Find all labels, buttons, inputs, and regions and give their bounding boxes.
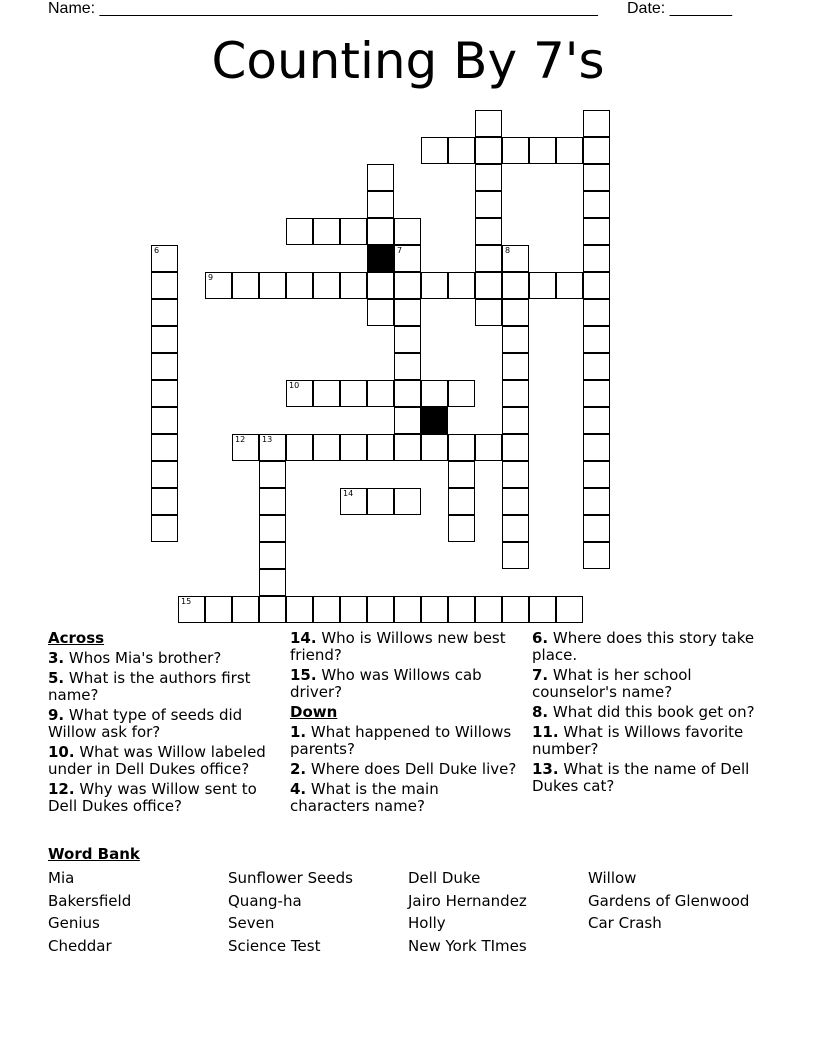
black-square xyxy=(421,407,448,434)
crossword-cell[interactable] xyxy=(340,488,367,515)
crossword-cell[interactable] xyxy=(286,218,313,245)
crossword-cell[interactable] xyxy=(286,596,313,623)
crossword-cell[interactable] xyxy=(448,434,475,461)
crossword-cell[interactable] xyxy=(502,353,529,380)
down-clue-11: 11. What is Willows favorite number? xyxy=(532,723,744,758)
crossword-cell[interactable] xyxy=(259,596,286,623)
crossword-cell[interactable] xyxy=(502,272,529,299)
crossword-cell[interactable] xyxy=(151,326,178,353)
crossword-cell[interactable] xyxy=(313,596,340,623)
word-bank-item: Mia xyxy=(48,869,75,887)
crossword-cell[interactable] xyxy=(394,596,421,623)
crossword-cell[interactable] xyxy=(583,326,610,353)
crossword-cell[interactable] xyxy=(475,218,502,245)
crossword-cell[interactable] xyxy=(151,299,178,326)
crossword-cell[interactable] xyxy=(502,380,529,407)
word-bank-item: Car Crash xyxy=(588,914,662,932)
crossword-cell[interactable] xyxy=(340,596,367,623)
word-bank-item: Gardens of Glenwood xyxy=(588,892,750,910)
crossword-cell[interactable] xyxy=(502,461,529,488)
crossword-cell[interactable] xyxy=(583,218,610,245)
clue-number: 7 xyxy=(397,246,403,255)
crossword-cell[interactable] xyxy=(502,407,529,434)
word-bank-item: Holly xyxy=(408,914,446,932)
crossword-cell[interactable] xyxy=(232,434,259,461)
across-clue-10: 10. What was Willow labeled under in Dell Dukes office? xyxy=(48,743,266,778)
crossword-cell[interactable] xyxy=(556,596,583,623)
crossword-cell[interactable] xyxy=(502,245,529,272)
crossword-cell[interactable] xyxy=(502,542,529,569)
down-clue-4: 4. What is the main characters name? xyxy=(290,780,439,815)
clue-number: 14 xyxy=(343,489,354,498)
crossword-cell[interactable] xyxy=(259,461,286,488)
crossword-cell[interactable] xyxy=(367,380,394,407)
crossword-cell[interactable] xyxy=(286,380,313,407)
crossword-cell[interactable] xyxy=(583,110,610,137)
crossword-cell[interactable] xyxy=(583,245,610,272)
word-bank-item: Quang-ha xyxy=(228,892,302,910)
word-bank-item: Science Test xyxy=(228,937,321,955)
word-bank-item: Cheddar xyxy=(48,937,112,955)
clue-number: 12 xyxy=(235,435,246,444)
crossword-cell[interactable] xyxy=(502,137,529,164)
down-heading: Down xyxy=(290,703,338,721)
crossword-cell[interactable] xyxy=(367,218,394,245)
down-clue-2: 2. Where does Dell Duke live? xyxy=(290,760,517,778)
crossword-cell[interactable] xyxy=(475,110,502,137)
crossword-cell[interactable] xyxy=(367,299,394,326)
page-title: Counting By 7's xyxy=(211,32,605,90)
crossword-cell[interactable] xyxy=(259,488,286,515)
crossword-cell[interactable] xyxy=(448,137,475,164)
crossword-cell[interactable] xyxy=(529,596,556,623)
crossword-cell[interactable] xyxy=(340,272,367,299)
crossword-cell[interactable] xyxy=(259,515,286,542)
crossword-cell[interactable] xyxy=(583,191,610,218)
black-square xyxy=(367,245,394,272)
crossword-cell[interactable] xyxy=(448,461,475,488)
crossword-cell[interactable] xyxy=(421,272,448,299)
crossword-cell[interactable] xyxy=(583,137,610,164)
crossword-cell[interactable] xyxy=(448,380,475,407)
crossword-cell[interactable] xyxy=(475,272,502,299)
crossword-cell[interactable] xyxy=(448,515,475,542)
crossword-cell[interactable] xyxy=(151,245,178,272)
crossword-cell[interactable] xyxy=(286,272,313,299)
crossword-cell[interactable] xyxy=(394,488,421,515)
crossword-cell[interactable] xyxy=(340,434,367,461)
crossword-cell[interactable] xyxy=(583,434,610,461)
crossword-cell[interactable] xyxy=(583,272,610,299)
crossword-cell[interactable] xyxy=(475,137,502,164)
crossword-cell[interactable] xyxy=(475,191,502,218)
crossword-cell[interactable] xyxy=(394,272,421,299)
crossword-cell[interactable] xyxy=(367,191,394,218)
crossword-cell[interactable] xyxy=(529,272,556,299)
crossword-cell[interactable] xyxy=(421,596,448,623)
clue-number: 9 xyxy=(208,273,214,282)
crossword-cell[interactable] xyxy=(583,380,610,407)
crossword-cell[interactable] xyxy=(583,461,610,488)
across-clue-14: 14. Who is Willows new best friend? xyxy=(290,629,506,664)
word-bank-item: New York TImes xyxy=(408,937,527,955)
crossword-cell[interactable] xyxy=(313,380,340,407)
crossword-cell[interactable] xyxy=(421,137,448,164)
crossword-cell[interactable] xyxy=(583,542,610,569)
word-bank-item: Jairo Hernandez xyxy=(408,892,527,910)
crossword-cell[interactable] xyxy=(583,353,610,380)
crossword-cell[interactable] xyxy=(205,596,232,623)
crossword-cell[interactable] xyxy=(421,380,448,407)
crossword-cell[interactable] xyxy=(421,434,448,461)
name-field-label: Name: ________________________________________________________ xyxy=(48,0,598,17)
clue-number: 10 xyxy=(289,381,300,390)
word-bank-item: Bakersfield xyxy=(48,892,132,910)
crossword-cell[interactable] xyxy=(583,407,610,434)
crossword-cell[interactable] xyxy=(502,326,529,353)
crossword-cell[interactable] xyxy=(367,488,394,515)
crossword-cell[interactable] xyxy=(151,434,178,461)
crossword-cell[interactable] xyxy=(286,434,313,461)
crossword-cell[interactable] xyxy=(313,434,340,461)
crossword-cell[interactable] xyxy=(151,461,178,488)
crossword-cell[interactable] xyxy=(313,272,340,299)
crossword-cell[interactable] xyxy=(151,272,178,299)
crossword-cell[interactable] xyxy=(475,299,502,326)
crossword-cell[interactable] xyxy=(394,326,421,353)
crossword-cell[interactable] xyxy=(475,596,502,623)
clue-number: 8 xyxy=(505,246,511,255)
crossword-cell[interactable] xyxy=(367,164,394,191)
crossword-cell[interactable] xyxy=(232,596,259,623)
clues-column-2 xyxy=(290,630,522,818)
crossword-cell[interactable] xyxy=(178,596,205,623)
down-clue-6: 6. Where does this story take place. xyxy=(532,629,755,664)
crossword-cell[interactable] xyxy=(340,218,367,245)
crossword-cell[interactable] xyxy=(448,596,475,623)
crossword-cell[interactable] xyxy=(583,299,610,326)
crossword-cell[interactable] xyxy=(475,434,502,461)
crossword-cell[interactable] xyxy=(583,488,610,515)
crossword-cell[interactable] xyxy=(367,272,394,299)
crossword-cell[interactable] xyxy=(394,353,421,380)
clue-number: 6 xyxy=(154,246,160,255)
word-bank-item: Willow xyxy=(588,869,637,887)
crossword-cell[interactable] xyxy=(502,596,529,623)
crossword-cell[interactable] xyxy=(448,488,475,515)
date-field-label: Date: _______ xyxy=(627,0,732,17)
crossword-cell[interactable] xyxy=(394,245,421,272)
crossword-cell[interactable] xyxy=(502,515,529,542)
down-clue-1: 1. What happened to Willows parents? xyxy=(290,723,512,758)
across-clue-15: 15. Who was Willows cab driver? xyxy=(290,666,482,701)
crossword-cell[interactable] xyxy=(259,542,286,569)
crossword-cell[interactable] xyxy=(475,164,502,191)
crossword-cell[interactable] xyxy=(151,407,178,434)
word-bank-item: Genius xyxy=(48,914,100,932)
crossword-cell[interactable] xyxy=(367,434,394,461)
crossword-cell[interactable] xyxy=(259,434,286,461)
crossword-cell[interactable] xyxy=(151,380,178,407)
word-bank-item: Seven xyxy=(228,914,275,932)
down-clue-8: 8. What did this book get on? xyxy=(532,703,755,721)
clues-column-1 xyxy=(48,630,280,818)
crossword-cell[interactable] xyxy=(502,488,529,515)
crossword-cell[interactable] xyxy=(394,380,421,407)
crossword-cell[interactable] xyxy=(475,245,502,272)
across-clue-5: 5. What is the authors first name? xyxy=(48,669,251,704)
crossword-cell[interactable] xyxy=(151,515,178,542)
crossword-cell[interactable] xyxy=(151,488,178,515)
crossword-cell[interactable] xyxy=(259,569,286,596)
word-bank-item: Dell Duke xyxy=(408,869,481,887)
across-clue-12: 12. Why was Willow sent to Dell Dukes office? xyxy=(48,780,257,815)
across-heading: Across xyxy=(48,629,105,647)
down-clue-13: 13. What is the name of Dell Dukes cat? xyxy=(532,760,750,795)
crossword-cell[interactable] xyxy=(583,164,610,191)
word-bank-item: Sunflower Seeds xyxy=(228,869,353,887)
crossword-cell[interactable] xyxy=(259,272,286,299)
crossword-cell[interactable] xyxy=(313,218,340,245)
crossword-cell[interactable] xyxy=(529,137,556,164)
crossword-cell[interactable] xyxy=(394,299,421,326)
crossword-cell[interactable] xyxy=(394,218,421,245)
word-bank-heading: Word Bank xyxy=(48,845,140,863)
crossword-cell[interactable] xyxy=(583,515,610,542)
clues-column-3 xyxy=(532,630,764,798)
crossword-cell[interactable] xyxy=(151,353,178,380)
crossword-cell[interactable] xyxy=(394,407,421,434)
crossword-cell[interactable] xyxy=(448,272,475,299)
clue-number: 15 xyxy=(181,597,192,606)
crossword-cell[interactable] xyxy=(502,299,529,326)
crossword-cell[interactable] xyxy=(232,272,259,299)
clue-number: 13 xyxy=(262,435,273,444)
across-clue-3: 3. Whos Mia's brother? xyxy=(48,649,222,667)
crossword-cell[interactable] xyxy=(502,434,529,461)
down-clue-7: 7. What is her school counselor's name? xyxy=(532,666,692,701)
crossword-cell[interactable] xyxy=(367,596,394,623)
crossword-cell[interactable] xyxy=(556,137,583,164)
crossword-cell[interactable] xyxy=(340,380,367,407)
across-clue-9: 9. What type of seeds did Willow ask for? xyxy=(48,706,243,741)
crossword-cell[interactable] xyxy=(556,272,583,299)
crossword-cell[interactable] xyxy=(205,272,232,299)
crossword-cell[interactable] xyxy=(394,434,421,461)
